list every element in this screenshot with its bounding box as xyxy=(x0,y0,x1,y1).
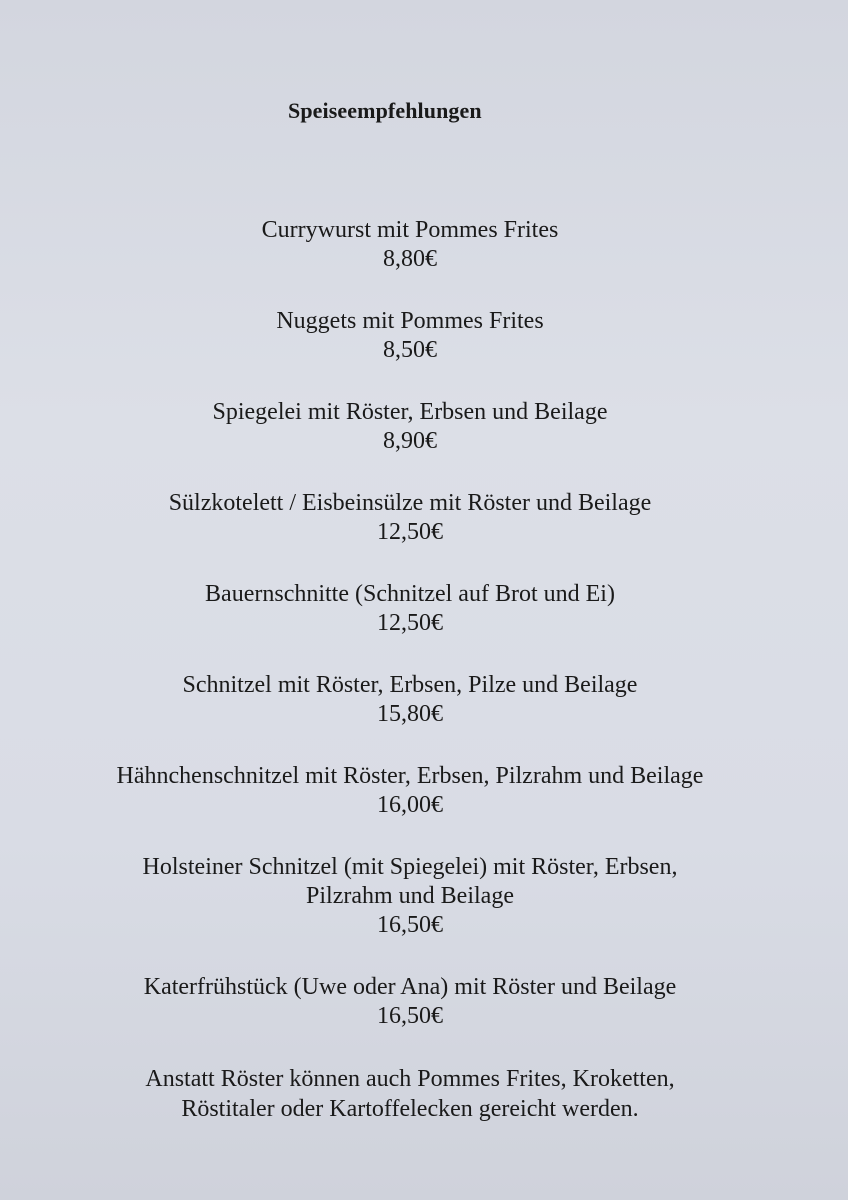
menu-item-name-line1: Holsteiner Schnitzel (mit Spiegelei) mit Röster, Erbsen, xyxy=(142,854,678,880)
menu-item-price: 12,50€ xyxy=(377,610,443,636)
menu-item-price: 8,80€ xyxy=(383,246,437,272)
menu-item-price: 15,80€ xyxy=(377,701,443,727)
menu-item-price: 12,50€ xyxy=(377,519,443,545)
menu-item xyxy=(60,216,760,274)
menu-item-price: 8,90€ xyxy=(383,428,437,454)
menu-item-name: Sülzkotelett / Eisbeinsülze mit Röster und Beilage xyxy=(168,490,652,516)
menu-item xyxy=(60,973,760,1031)
menu-item-price: 16,50€ xyxy=(377,1003,443,1029)
menu-item xyxy=(60,853,760,940)
note-line-1: Anstatt Röster können auch Pommes Frites, Kroketten, xyxy=(145,1066,675,1092)
menu-item xyxy=(60,398,760,456)
menu-item-name: Katerfrühstück (Uwe oder Ana) mit Röster und Beilage xyxy=(143,974,677,1000)
menu-item xyxy=(60,671,760,729)
menu-item xyxy=(60,580,760,638)
menu-item xyxy=(60,307,760,365)
menu-item-name: Bauernschnitte (Schnitzel auf Brot und Ei) xyxy=(205,581,615,607)
menu-item-name: Nuggets mit Pommes Frites xyxy=(276,308,544,334)
side-dish-note xyxy=(60,1064,760,1124)
menu-item-name-line2: Pilzrahm und Beilage xyxy=(306,883,514,909)
menu-item-name: Hähnchenschnitzel mit Röster, Erbsen, Pilzrahm und Beilage xyxy=(116,763,704,789)
page-title: Speiseempfehlungen xyxy=(288,98,482,123)
menu-item-price: 16,00€ xyxy=(377,792,443,818)
menu-item-name: Currywurst mit Pommes Frites xyxy=(261,217,559,243)
menu-item-price: 8,50€ xyxy=(383,337,437,363)
menu-item-price: 16,50€ xyxy=(377,912,443,938)
menu-item xyxy=(60,762,760,820)
menu-item-name: Spiegelei mit Röster, Erbsen und Beilage xyxy=(212,399,608,425)
menu-list xyxy=(60,216,760,1124)
note-line-2: Röstitaler oder Kartoffelecken gereicht werden. xyxy=(181,1096,639,1122)
menu-item-name: Schnitzel mit Röster, Erbsen, Pilze und Beilage xyxy=(182,672,638,698)
menu-item xyxy=(60,489,760,547)
